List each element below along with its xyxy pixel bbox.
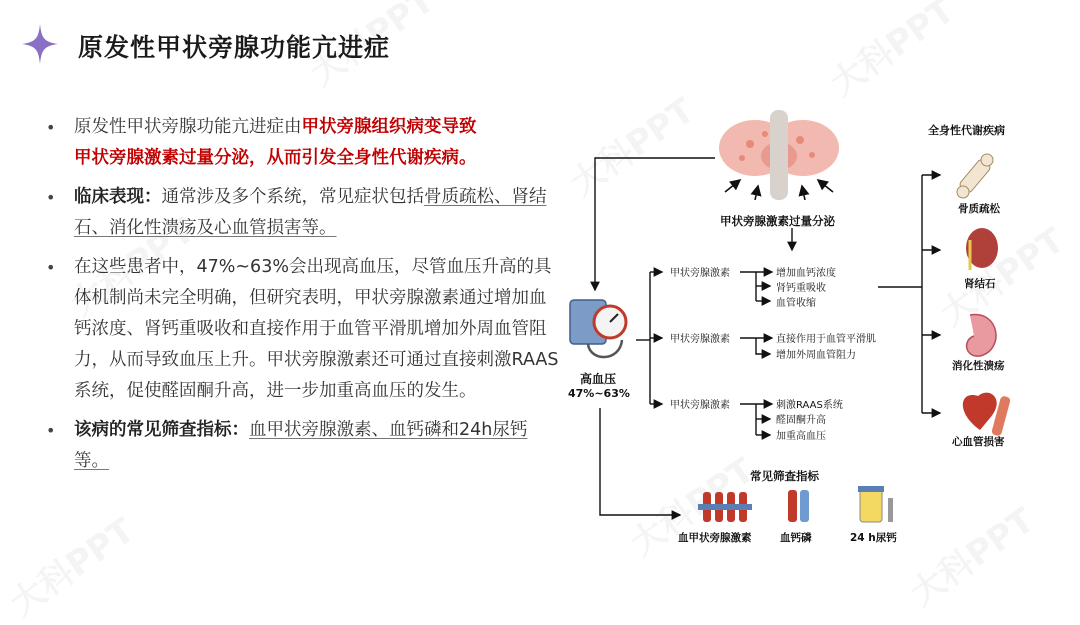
branch2-effect: 直接作用于血管平滑肌 [776, 334, 876, 345]
systemic-disease-header: 全身性代谢疾病 [928, 124, 1005, 137]
pth-label-branch2: 甲状旁腺激素 [670, 334, 730, 345]
disease-label-cardiovascular: 心血管损害 [952, 436, 1005, 448]
blood-pressure-icon [570, 300, 626, 357]
clinical-text-b: 骨质疏松、肾结石、消化性溃疡及心血管损害等。 [74, 187, 547, 238]
pathophysiology-diagram [560, 100, 1075, 580]
stomach-icon [967, 315, 996, 357]
branch1-effect: 血管收缩 [776, 298, 816, 309]
branch1-effect: 增加血钙浓度 [776, 268, 836, 279]
branch3-effect: 加重高血压 [776, 431, 826, 442]
page-title: 原发性甲状旁腺功能亢进症 [78, 33, 391, 62]
disease-label-kidney-stone: 肾结石 [964, 278, 996, 290]
disease-label-osteoporosis: 骨质疏松 [958, 203, 1000, 215]
branch3-effect: 醛固酮升高 [776, 415, 826, 426]
bullet-definition [40, 112, 560, 174]
hypertension-text: 在这些患者中，47%~63%会出现高血压，尽管血压升高的具体机制尚未完全明确，但研究表明，甲状旁腺激素通过增加血钙浓度、肾钙重吸收和直接作用于血管平滑肌增加外周血管阻力，从而导致血压上升。甲状旁腺激素还可通过直接刺激RAAS系统，促使醛固酮升高，进一步加重高血压的发生。 [74, 257, 559, 401]
definition-emphasis-1: 甲状旁腺组织病变导致 [301, 117, 477, 137]
bullet-dot: • [46, 421, 56, 440]
hypertension-label: 高血压 [580, 372, 617, 386]
watermark-text [0, 504, 142, 625]
bone-icon [957, 154, 993, 198]
bullet-dot: • [46, 188, 56, 207]
bullet-dot: • [46, 118, 56, 137]
bullet-list [40, 112, 560, 485]
screening-label-calcium-phosphorus: 血钙磷 [780, 532, 812, 544]
branch1-effect: 肾钙重吸收 [776, 283, 826, 294]
bullet-clinical [40, 182, 560, 244]
watermark-text [819, 0, 963, 105]
blood-vial-icon [788, 490, 809, 522]
blood-tubes-icon [698, 492, 752, 522]
hypertension-percentage: 47%~63% [568, 387, 630, 400]
pth-oversecretion-label: 甲状旁腺激素过量分泌 [720, 214, 835, 228]
branch3-effect: 刺激RAAS系统 [776, 400, 843, 411]
urine-cup-icon [858, 486, 893, 522]
bullet-screening [40, 415, 560, 477]
definition-prefix: 原发性甲状旁腺功能亢进症由 [74, 117, 302, 137]
screening-label: 该病的常见筛查指标： [74, 420, 249, 440]
definition-emphasis-2: 甲状旁腺激素过量分泌，从而引发全身性代谢疾病。 [74, 148, 477, 168]
screening-label-urine-calcium: 24 h尿钙 [850, 532, 897, 544]
sparkle-star-icon [20, 22, 60, 66]
heart-icon [963, 393, 1011, 437]
screening-text: 血甲状旁腺激素、血钙磷和24h尿钙等。 [74, 420, 528, 471]
bullet-hypertension [40, 252, 560, 407]
thyroid-illustration [719, 110, 839, 200]
pth-label-branch1: 甲状旁腺激素 [670, 268, 730, 279]
disease-label-peptic-ulcer: 消化性溃疡 [952, 360, 1005, 372]
clinical-text-a: 通常涉及多个系统，常见症状包括 [161, 187, 424, 207]
screening-label-pth: 血甲状旁腺激素 [678, 532, 752, 544]
pth-label-branch3: 甲状旁腺激素 [670, 400, 730, 411]
bullet-dot: • [46, 258, 56, 277]
branch2-effect: 增加外周血管阻力 [776, 350, 856, 361]
kidney-icon [966, 228, 998, 270]
screening-header: 常见筛查指标 [750, 469, 819, 483]
clinical-label: 临床表现： [74, 187, 162, 207]
